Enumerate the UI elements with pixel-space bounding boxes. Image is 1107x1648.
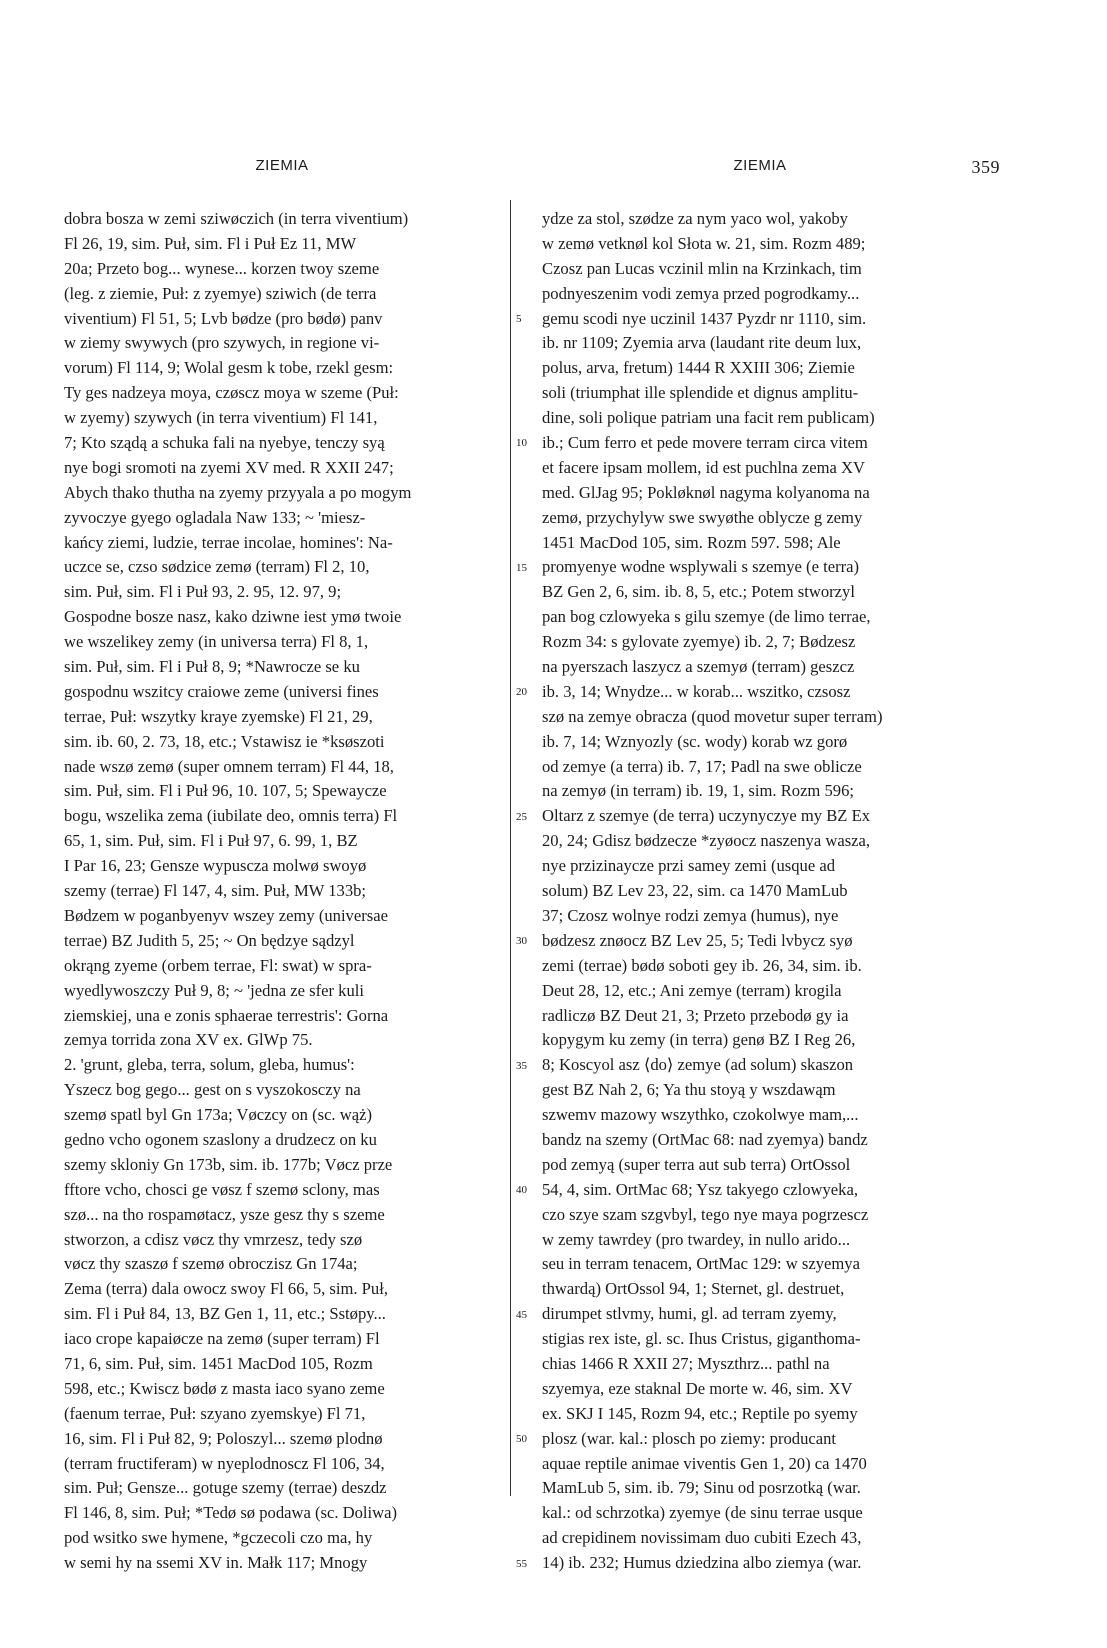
text-line: czo szye szam szgvbyl, tego nye maya pogrzescz [542,1204,869,1224]
text-line: szwemv mazowy wszythko, czokolwye mam,... [542,1105,859,1125]
text-line: dine, soli polique patriam una facit rem publicam) [542,408,875,428]
text-line: Fl 26, 19, sim. Puł, sim. Fl i Puł Ez 11, MW [64,233,357,253]
text-line: 20a; Przeto bog... wynese... korzen twoy szeme [64,258,380,278]
text-line: pan bog czlowyeka s gilu szemye (de limo terrae, [542,607,871,627]
line-number: 35 [516,1059,527,1072]
line-number: 40 [516,1184,527,1197]
text-line: thwardą) OrtOssol 94, 1; Sternet, gl. destruet, [542,1279,845,1299]
line-number: 15 [516,561,527,574]
text-line: Gospodne bosze nasz, kako dziwne iest ymø twoie [64,607,402,627]
text-line: chias 1466 R XXII 27; Myszthrz... pathl na [542,1353,830,1373]
text-line: okrąng zyeme (orbem terrae, Fl: swat) w spra- [64,955,372,975]
text-line: (leg. z ziemie, Puł: z zyemye) sziwich (de terra [64,283,377,303]
left-column [64,207,504,1576]
text-line: ib. 7, 14; Wznyozly (sc. wody) korab wz gorø [542,731,848,751]
text-line: szemy skloniy Gn 173b, sim. ib. 177b; Vøcz prze [64,1154,393,1174]
text-line: stigias rex iste, gl. sc. Ihus Cristus, giganthoma- [542,1329,861,1349]
text-line: w ziemy swywych (pro szywych, in regione vi- [64,333,380,353]
text-line: plosz (war. kal.: plosch po ziemy: producant [542,1428,837,1448]
text-line: aquae reptile animae viventis Gen 1, 20) ca 1470 [542,1453,867,1473]
line-number: 20 [516,686,527,699]
text-line: iaco crope kapaiøcze na zemø (super terram) Fl [64,1329,380,1349]
text-line: ib. nr 1109; Zyemia arva (laudant rite deum lux, [542,333,862,353]
text-line: pod zemyą (super terra aut sub terra) OrtOssol [542,1154,851,1174]
text-line: dirumpet stlvmy, humi, gl. ad terram zyemy, [542,1304,837,1324]
text-line: gospodnu wszitcy craiowe zeme (universi fines [64,681,379,701]
text-line: med. GlJag 95; Pokløknøl nagyma kolyanoma na [542,482,870,502]
text-line: na pyerszach laszycz a szemyø (terram) geszcz [542,657,855,677]
line-number: 5 [516,312,522,325]
text-line: (terram fructiferam) w nyeplodnoscz Fl 106, 34, [64,1453,385,1473]
text-line: nye bogi sromoti na zyemi XV med. R XXII 247; [64,457,394,477]
text-line: gest BZ Nah 2, 6; Ya thu stoyą y wszdawąm [542,1080,836,1100]
text-line: 54, 4, sim. OrtMac 68; Ysz takyego czlowyeka, [542,1179,858,1199]
text-line: dobra bosza w zemi sziwøczich (in terra viventium) [64,209,409,228]
text-line: gedno vcho ogonem szaslony a drudzecz on ku [64,1129,377,1149]
text-line: w zemy tawrdey (pro twardey, in nullo arido... [542,1229,851,1249]
text-line: szyemya, eze staknal De morte w. 46, sim. XV [542,1378,853,1398]
line-number: 30 [516,935,527,948]
text-line: Oltarz z szemye (de terra) uczynyczye my BZ Ex [542,806,871,826]
text-line: seu in terram tenacem, OrtMac 129: w szyemya [542,1254,860,1274]
line-number: 45 [516,1308,527,1321]
text-line: 8; Koscyol asz ⟨do⟩ zemye (ad solum) skaszon [542,1055,854,1075]
text-line: 1451 MacDod 105, sim. Rozm 597. 598; Ale [542,532,841,552]
text-line: promyenye wodne wsplywali s szemye (e terra) [542,557,860,577]
text-line: ydze za stol, szødze za nym yaco wol, yakoby [542,209,848,228]
text-line: Czosz pan Lucas vczinil mlin na Krzinkach, tim [542,258,862,278]
text-line: zemø, przychylyw swe swyøthe oblycze g zemy [542,507,863,527]
text-line: 2. 'grunt, gleba, terra, solum, gleba, humus': [64,1055,355,1075]
text-line: bogu, wszelika zema (iubilate deo, omnis terra) Fl [64,806,398,826]
text-line: szemy (terrae) Fl 147, 4, sim. Puł, MW 133b; [64,881,367,901]
line-number: 25 [516,810,527,823]
text-line: Deut 28, 12, etc.; Ani zemye (terram) krogila [542,980,842,1000]
text-line: 65, 1, sim. Puł, sim. Fl i Puł 97, 6. 99, 1, BZ [64,831,358,851]
text-line: kopygym ku zemy (in terra) genø BZ I Reg 26, [542,1030,856,1050]
text-line: kal.: od schrzotka) zyemye (de sinu terrae usque [542,1503,863,1523]
text-line: sim. Fl i Puł 84, 13, BZ Gen 1, 11, etc.; Sstøpy... [64,1304,386,1324]
text-line: 7; Kto sządą a schuka fali na nyebye, tenczy syą [64,433,385,453]
text-line: terrae, Puł: wszytky kraye zyemske) Fl 21, 29, [64,706,373,726]
text-line: soli (triumphat ille splendide et dignus amplitu- [542,383,859,403]
text-line: polus, arva, fretum) 1444 R XXIII 306; Ziemie [542,358,855,378]
text-line: Yszecz bog gego... gest on s vyszokosczy na [64,1080,361,1100]
text-line: ex. SKJ I 145, Rozm 94, etc.; Reptile po syemy [542,1403,858,1423]
text-line: MamLub 5, sim. ib. 79; Sinu od posrzotką (war. [542,1478,861,1498]
text-line: sim. ib. 60, 2. 73, 18, etc.; Vstawisz ie *ksøszoti [64,731,385,751]
text-line: nade wszø zemø (super omnem terram) Fl 44, 18, [64,756,394,776]
column-divider [510,200,511,1496]
text-line: uczce se, czso sødzice zemø (terram) Fl 2, 10, [64,557,370,577]
text-line: stworzon, a cdisz vøcz thy vmrzesz, tedy szø [64,1229,363,1249]
text-line: 37; Czosz wolnye rodzi zemya (humus), nye [542,905,839,925]
right-column [542,207,997,1576]
text-line: Abych thako thutha na zyemy przyyala a po mogym [64,482,412,502]
text-line: szø... na tho rospamøtacz, ysze gesz thy s szeme [64,1204,385,1224]
text-line: ib.; Cum ferro et pede movere terram circa vitem [542,433,868,453]
text-line: w semi hy na ssemi XV in. Małk 117; Mnogy [64,1553,368,1573]
text-line: gemu scodi nye uczinil 1437 Pyzdr nr 1110, sim. [542,308,867,328]
text-line: Rozm 34: s gylovate zyemye) ib. 2, 7; Bødzesz [542,632,856,652]
text-line: zyvoczye gyego ogladala Naw 133; ~ 'miesz- [64,507,366,527]
text-line: zemya torrida zona XV ex. GlWp 75. [64,1030,313,1050]
text-line: et facere ipsam mollem, id est puchlna zema XV [542,457,865,477]
text-line: sim. Puł, sim. Fl i Puł 96, 10. 107, 5; Spewaycze [64,781,387,801]
line-number: 55 [516,1557,527,1570]
text-line: 14) ib. 232; Humus dziedzina albo ziemya (war. [542,1553,862,1573]
text-line: 16, sim. Fl i Puł 82, 9; Poloszyl... szemø plodnø [64,1428,383,1448]
running-head-right: ZIEMIA [733,157,787,174]
text-line: radliczø BZ Deut 21, 3; Przeto przebodø gy ia [542,1005,849,1025]
text-line: Zema (terra) dala owocz swoy Fl 66, 5, sim. Puł, [64,1279,388,1299]
page-number: 359 [971,157,1000,177]
text-line: sim. Puł, sim. Fl i Puł 8, 9; *Nawrocze se ku [64,657,360,677]
text-line: od zemye (a terra) ib. 7, 17; Padl na swe oblicze [542,756,862,776]
text-line: 71, 6, sim. Puł, sim. 1451 MacDod 105, Rozm [64,1353,373,1373]
text-line: terrae) BZ Judith 5, 25; ~ On będzye sądzyl [64,930,355,950]
text-line: viventium) Fl 51, 5; Lvb bødze (pro bødø) panv [64,308,383,328]
text-line: 598, etc.; Kwiscz bødø z masta iaco syano zeme [64,1378,385,1398]
text-line: fftore vcho, chosci ge vøsz f szemø sclony, mas [64,1179,380,1199]
running-head-left: ZIEMIA [255,157,309,174]
text-line: w zyemy) szywych (in terra viventium) Fl 141, [64,408,378,428]
text-line: ad crepidinem novissimam duo cubiti Ezech 43, [542,1528,862,1548]
text-line: BZ Gen 2, 6, sim. ib. 8, 5, etc.; Potem stworzyl [542,582,855,602]
text-line: szø na zemye obracza (quod movetur super terram) [542,706,883,726]
text-line: pod wsitko swe hymene, *gczecoli czo ma, hy [64,1528,373,1548]
line-number: 50 [516,1433,527,1446]
text-line: kańcy ziemi, ludzie, terrae incolae, homines': Na- [64,532,393,552]
text-line: zemi (terrae) bødø soboti gey ib. 26, 34, sim. ib. [542,955,862,975]
text-line: podnyeszenim vodi zemya przed pogrodkamy... [542,283,860,303]
text-line: vorum) Fl 114, 9; Wolal gesm k tobe, rzekl gesm: [64,358,394,378]
text-line: na zemyø (in terram) ib. 19, 1, sim. Rozm 596; [542,781,854,801]
text-line: wyedlywoszczy Puł 9, 8; ~ 'jedna ze sfer kuli [64,980,364,1000]
text-line: bødzesz znøocz BZ Lev 25, 5; Tedi lvbycz syø [542,930,853,950]
text-line: we wszelikey zemy (in universa terra) Fl 8, 1, [64,632,369,652]
text-line: sim. Puł, sim. Fl i Puł 93, 2. 95, 12. 97, 9; [64,582,342,602]
text-line: ib. 3, 14; Wnydze... w korab... wszitko, czsosz [542,681,851,701]
text-line: szemø spatl byl Gn 173a; Vøczcy on (sc. wąż) [64,1105,372,1125]
text-line: Ty ges nadzeya moya, czøscz moya w szeme (Puł: [64,383,399,403]
text-line: Bødzem w poganbyenyv wszey zemy (universae [64,905,388,925]
text-line: Fl 146, 8, sim. Puł; *Tedø sø podawa (sc. Doliwa) [64,1503,397,1523]
text-line: nye przizinaycze przi samey zemi (usque ad [542,856,836,876]
text-line: solum) BZ Lev 23, 22, sim. ca 1470 MamLub [542,881,848,901]
text-line: sim. Puł; Gensze... gotuge szemy (terrae) deszdz [64,1478,387,1498]
text-line: vøcz thy szaszø f szemø obroczisz Gn 174a; [64,1254,358,1274]
text-line: 20, 24; Gdisz bødzecze *zyøocz naszenya wasza, [542,831,871,851]
text-line: (faenum terrae, Puł: szyano zyemskye) Fl 71, [64,1403,366,1423]
text-line: bandz na szemy (OrtMac 68: nad zyemya) bandz [542,1129,868,1149]
text-line: ziemskiej, una e zonis sphaerae terrestris': Gorna [64,1005,389,1025]
text-line: w zemø vetknøl kol Słota w. 21, sim. Rozm 489; [542,233,866,253]
text-line: I Par 16, 23; Gensze wypuscza molwø swoyø [64,856,367,876]
line-number: 10 [516,437,527,450]
